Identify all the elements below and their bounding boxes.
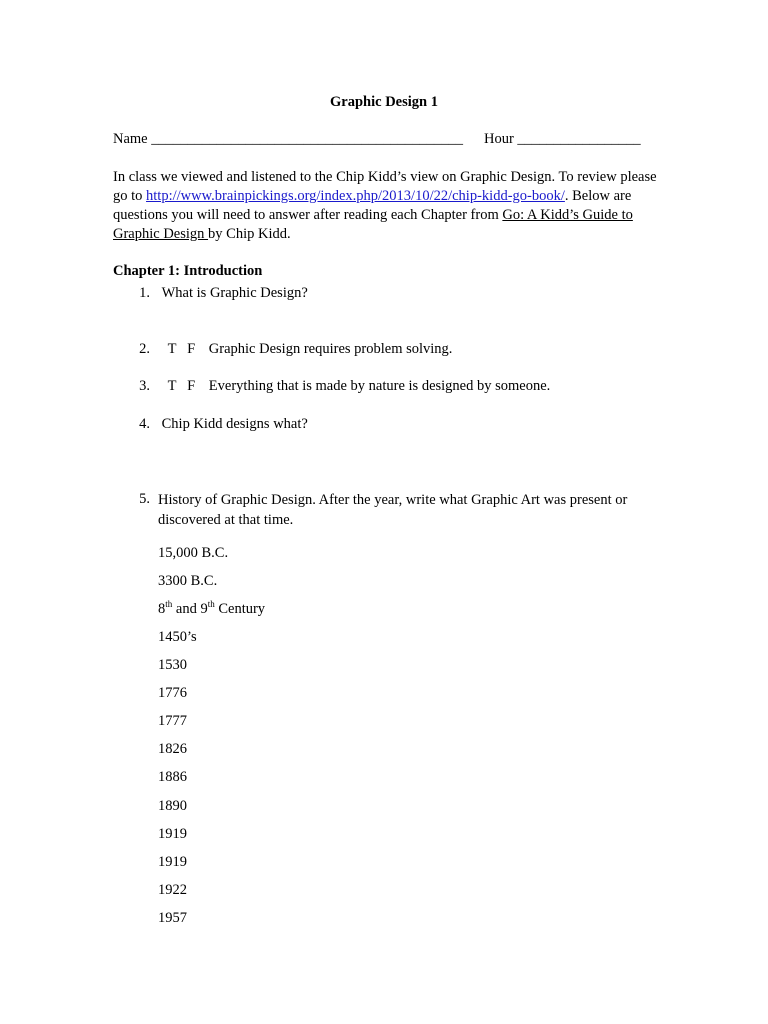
question-1 [126,284,308,303]
year-item: 1530 [158,657,187,673]
question-3 [126,377,550,396]
true-false-options: T F [167,341,196,357]
intro-text-1: In class we viewed and listened to the Chip Kidd’s view on Graphic Design. To review please go to [113,169,657,204]
question-number: 1. [139,285,150,301]
brainpickings-link[interactable]: http://www.brainpickings.org/index.php/2013/10/22/chip-kidd-go-book/ [146,188,565,204]
question-4 [126,415,308,434]
year-superscript: th [165,599,173,610]
year-item: 1826 [158,741,187,757]
hour-field: Hour _________________ [484,131,641,147]
question-text: Graphic Design requires problem solving. [208,341,453,357]
page-title: Graphic Design 1 [330,94,438,110]
intro-text-3: by Chip Kidd. [208,226,291,242]
question-text: History of Graphic Design. After the year, write what Graphic Art was present or discovered at that time. [158,492,628,528]
year-item [158,601,265,618]
year-item: 1450’s [158,629,197,645]
year-item: 3300 B.C. [158,573,218,589]
question-number: 2. [139,341,150,357]
name-field: Name ___________________________________________ [113,131,463,147]
intro-text-2: . Below are questions you will need to answer after reading each Chapter from [113,188,632,223]
chapter-heading: Chapter 1: Introduction [113,263,263,279]
year-item: 1922 [158,882,187,898]
year-part: 8 [158,601,166,617]
question-text: Everything that is made by nature is designed by someone. [208,378,551,394]
question-5 [126,490,658,530]
year-item: 1957 [158,910,187,926]
year-item: 1919 [158,826,187,842]
year-part: and 9 [172,601,208,617]
question-number: 3. [139,378,150,394]
question-number: 5. [139,491,150,507]
true-false-options: T F [167,378,196,394]
question-2 [126,340,452,359]
year-superscript: th [207,599,215,610]
year-item: 15,000 B.C. [158,545,229,561]
year-part: Century [214,601,266,617]
year-item: 1886 [158,769,187,785]
year-item: 1919 [158,854,187,870]
year-item: 1777 [158,713,187,729]
book-title: Go: A Kidd’s Guide to Graphic Design [113,207,633,242]
year-item: 1776 [158,685,187,701]
question-text: Chip Kidd designs what? [161,416,308,432]
intro-paragraph [113,168,673,244]
question-text: What is Graphic Design? [161,285,308,301]
question-number: 4. [139,416,150,432]
year-item: 1890 [158,798,187,814]
